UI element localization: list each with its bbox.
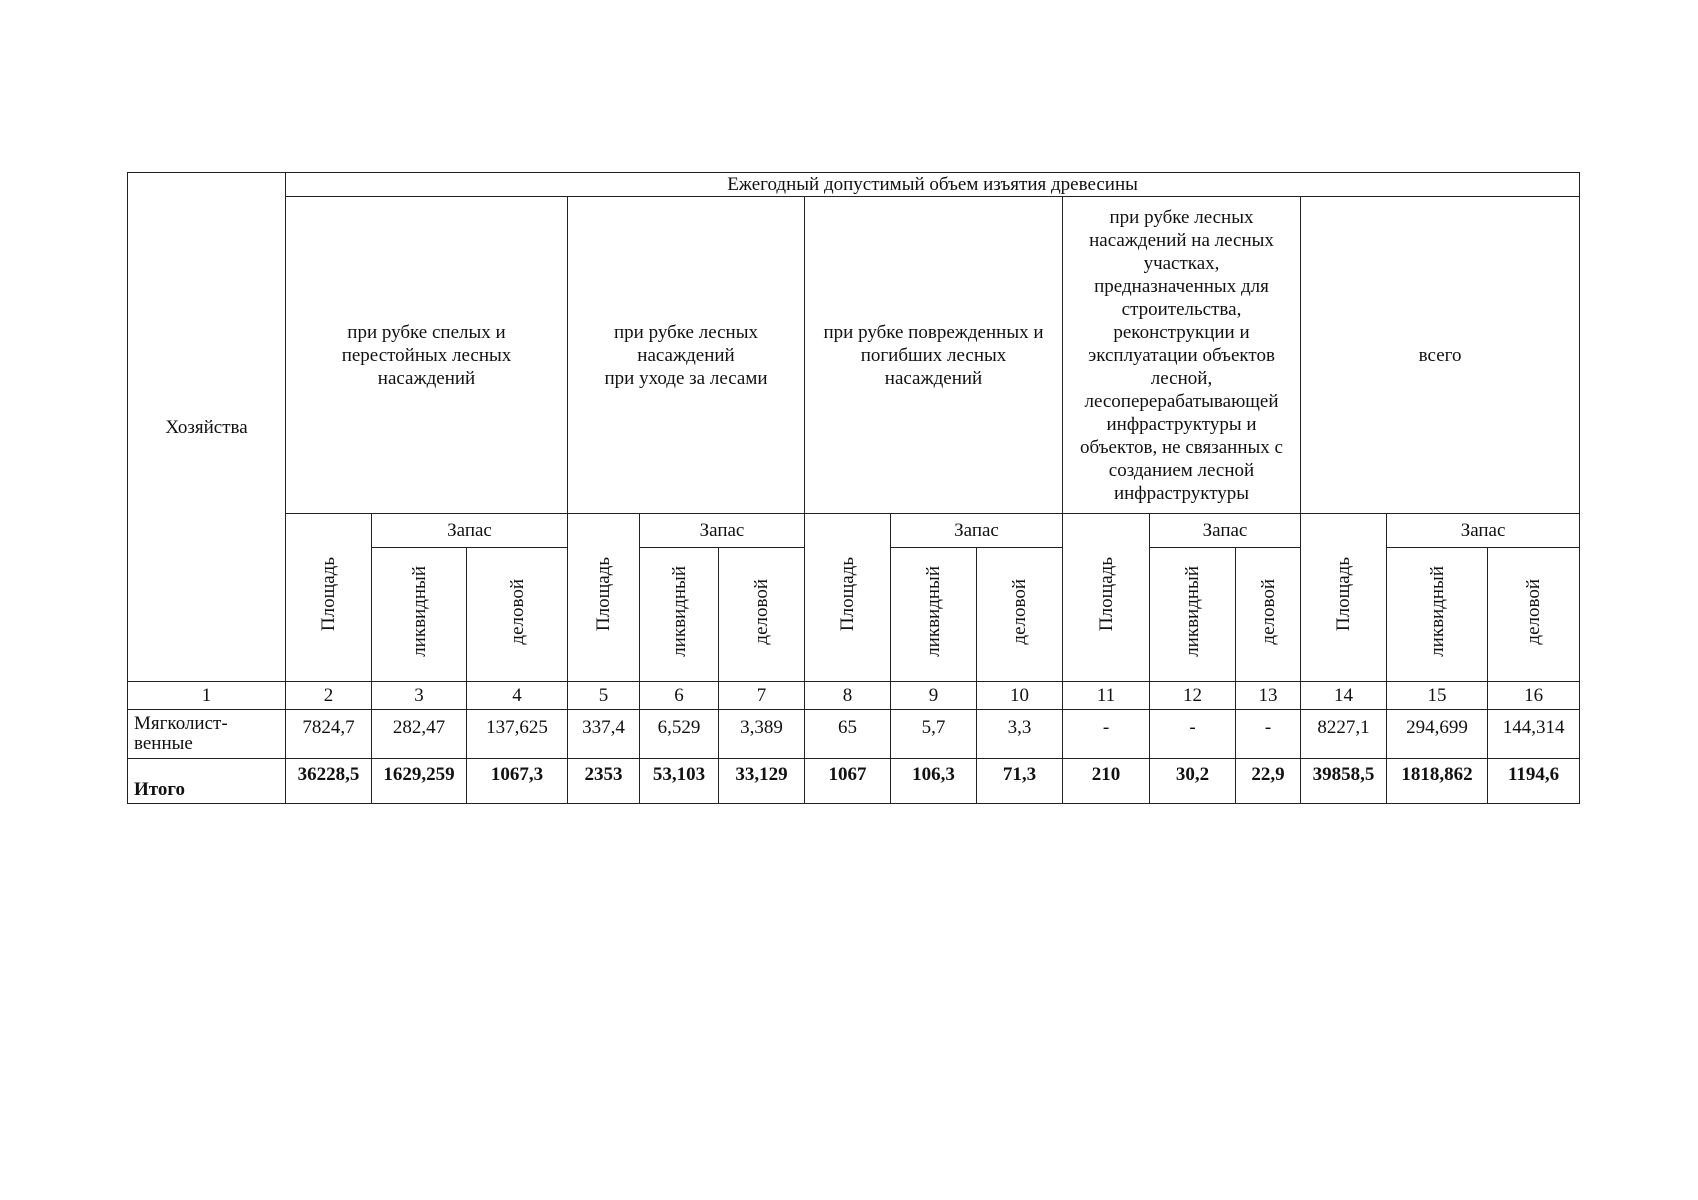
table-cell: 33,129 — [719, 759, 805, 804]
group-header-5 — [1301, 197, 1580, 514]
row-name: Мягколист- венные — [128, 710, 286, 759]
area-label: Площадь — [593, 557, 614, 632]
table-cell: - — [1063, 710, 1150, 759]
table-cell: 337,4 — [568, 710, 640, 759]
business-header-3 — [977, 548, 1063, 682]
table-cell: 8227,1 — [1301, 710, 1387, 759]
row-name: Итого — [128, 759, 286, 804]
table-cell: 30,2 — [1150, 759, 1236, 804]
liquid-label: ликвидный — [408, 566, 430, 657]
business-header-1 — [467, 548, 568, 682]
business-label: деловой — [1009, 578, 1030, 645]
column-number: 6 — [640, 682, 719, 710]
business-label: деловой — [1523, 578, 1545, 645]
area-label: Площадь — [837, 557, 858, 632]
group-header-4 — [1063, 197, 1301, 514]
table-cell: 210 — [1063, 759, 1150, 804]
area-header-4 — [1063, 514, 1150, 682]
table-cell: 7824,7 — [286, 710, 372, 759]
liquid-label: ликвидный — [668, 566, 690, 657]
liquid-label: ликвидный — [1182, 566, 1203, 657]
group-label-5: всего — [1418, 344, 1462, 366]
group-header-3 — [805, 197, 1063, 514]
table-cell: 39858,5 — [1301, 759, 1387, 804]
table-cell: 137,625 — [467, 710, 568, 759]
liquid-label: ликвидный — [1426, 566, 1448, 657]
column-number: 2 — [286, 682, 372, 710]
table-cell: 144,314 — [1488, 710, 1580, 759]
column-number: 7 — [719, 682, 805, 710]
column-number: 10 — [977, 682, 1063, 710]
table-cell: 6,529 — [640, 710, 719, 759]
area-header-2 — [568, 514, 640, 682]
table-cell: 71,3 — [977, 759, 1063, 804]
table-cell: - — [1150, 710, 1236, 759]
area-label: Площадь — [1095, 557, 1117, 632]
stock-header-5: Запас — [1387, 514, 1580, 548]
business-label: деловой — [751, 578, 772, 645]
table-cell: 3,389 — [719, 710, 805, 759]
area-label: Площадь — [1333, 557, 1354, 632]
table-cell: 282,47 — [372, 710, 467, 759]
business-header-4 — [1236, 548, 1301, 682]
liquid-header-4 — [1150, 548, 1236, 682]
column-number: 13 — [1236, 682, 1301, 710]
column-number: 11 — [1063, 682, 1150, 710]
table-cell: 294,699 — [1387, 710, 1488, 759]
liquid-header-2 — [640, 548, 719, 682]
table-cell: - — [1236, 710, 1301, 759]
business-header-2 — [719, 548, 805, 682]
column-number: 1 — [128, 682, 286, 710]
table-cell: 1629,259 — [372, 759, 467, 804]
table-cell: 106,3 — [891, 759, 977, 804]
table-cell: 1067,3 — [467, 759, 568, 804]
row-header-cell — [128, 173, 286, 682]
area-label: Площадь — [318, 557, 339, 632]
table-cell: 2353 — [568, 759, 640, 804]
area-header-3 — [805, 514, 891, 682]
table-row-total — [128, 759, 1580, 804]
table-row — [128, 710, 1580, 759]
row-header: Хозяйства — [165, 416, 248, 438]
table-cell: 22,9 — [1236, 759, 1301, 804]
table-cell: 1818,862 — [1387, 759, 1488, 804]
business-label: деловой — [1257, 578, 1279, 645]
column-number: 16 — [1488, 682, 1580, 710]
table-cell: 1194,6 — [1488, 759, 1580, 804]
table-cell: 53,103 — [640, 759, 719, 804]
table-cell: 3,3 — [977, 710, 1063, 759]
liquid-header-5 — [1387, 548, 1488, 682]
group-label-4: при рубке лесных насаждений на лесных участках, предназначенных для строительства, реконструкции и эксплуатации объектов лесной, лесоперерабатывающей инфраструктуры и объектов, не связанных с созданием лесной инфраструктуры — [1080, 206, 1283, 504]
business-label: деловой — [506, 578, 528, 645]
table-cell: 65 — [805, 710, 891, 759]
area-header-5 — [1301, 514, 1387, 682]
column-number: 5 — [568, 682, 640, 710]
group-header-2 — [568, 197, 805, 514]
column-number: 14 — [1301, 682, 1387, 710]
area-header-1 — [286, 514, 372, 682]
group-label-2: при рубке лесных насаждений при уходе за лесами — [604, 321, 768, 389]
main-title: Ежегодный допустимый объем изъятия древесины — [286, 173, 1580, 197]
column-number: 3 — [372, 682, 467, 710]
liquid-header-1 — [372, 548, 467, 682]
table-cell: 36228,5 — [286, 759, 372, 804]
group-label-1: при рубке спелых и перестойных лесных насаждений — [341, 321, 512, 389]
column-number: 8 — [805, 682, 891, 710]
table-cell: 1067 — [805, 759, 891, 804]
stock-header-4: Запас — [1150, 514, 1301, 548]
liquid-header-3 — [891, 548, 977, 682]
column-number: 9 — [891, 682, 977, 710]
timber-volume-table — [127, 172, 1580, 804]
stock-header-1: Запас — [372, 514, 568, 548]
table-cell: 5,7 — [891, 710, 977, 759]
column-number: 4 — [467, 682, 568, 710]
column-number-row — [128, 682, 1580, 710]
column-number: 12 — [1150, 682, 1236, 710]
business-header-5 — [1488, 548, 1580, 682]
column-number: 15 — [1387, 682, 1488, 710]
liquid-label: ликвидный — [923, 566, 944, 657]
group-header-1 — [286, 197, 568, 514]
stock-header-2: Запас — [640, 514, 805, 548]
stock-header-3: Запас — [891, 514, 1063, 548]
group-label-3: при рубке поврежденных и погибших лесных насаждений — [823, 321, 1044, 389]
